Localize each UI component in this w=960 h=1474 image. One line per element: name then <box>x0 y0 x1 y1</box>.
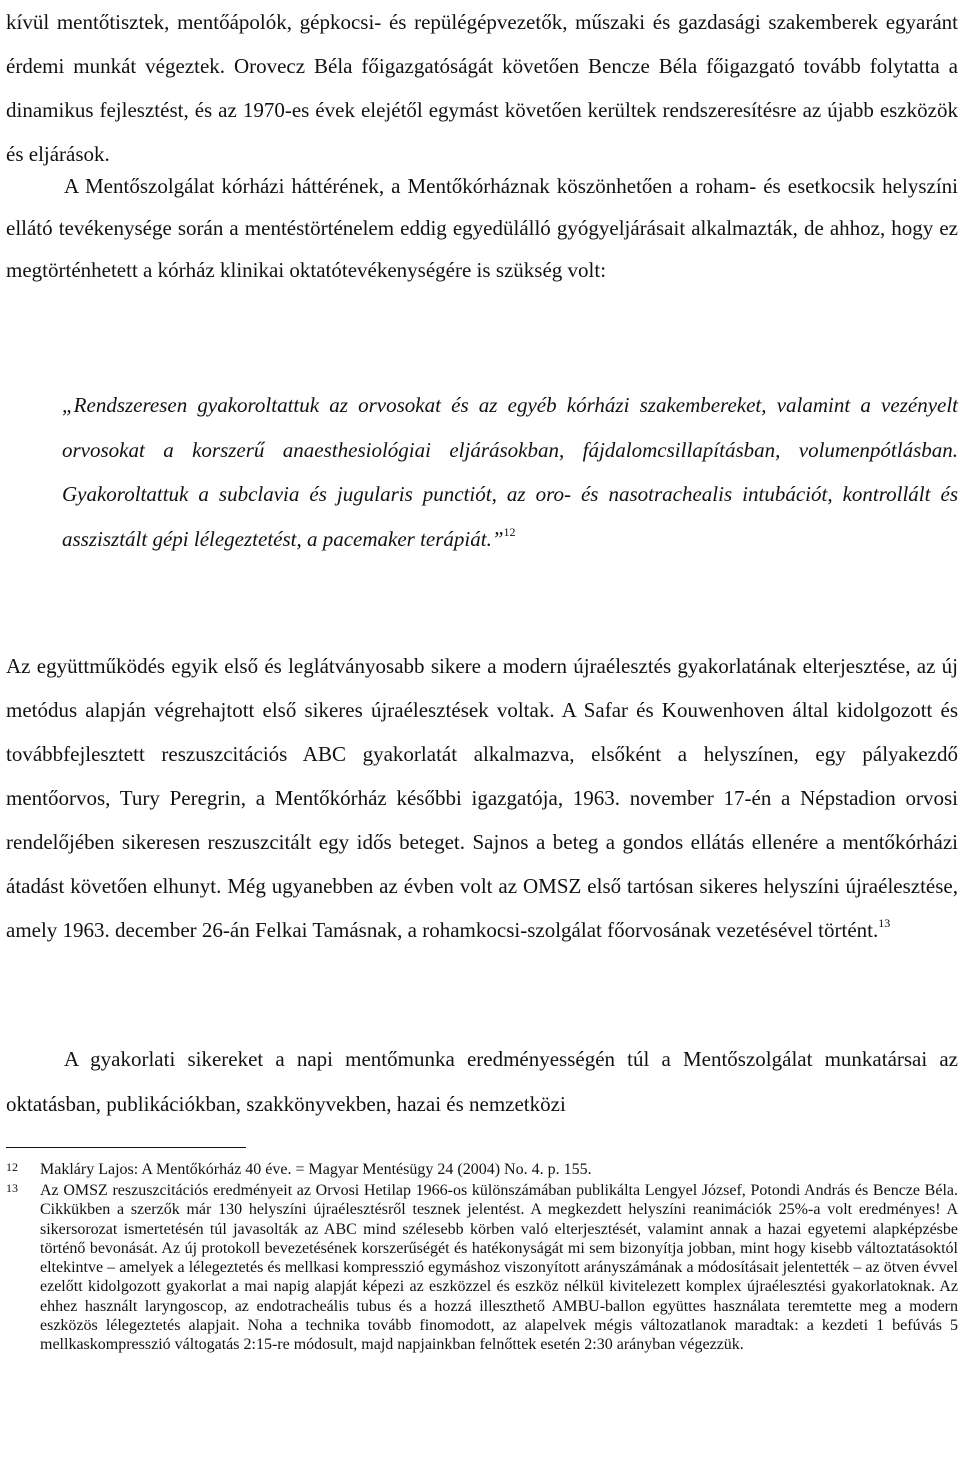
footnote-number: 12 <box>6 1160 18 1174</box>
footnote-ref-12[interactable]: 12 <box>503 524 516 539</box>
block-quote <box>62 383 958 561</box>
body-paragraph-3 <box>6 644 958 952</box>
footnote-separator <box>6 1147 246 1148</box>
body-paragraph-4: A gyakorlati sikereket a napi mentőmunka eredményességén túl a Mentőszolgálat munkatársai az oktatásban, publikációkban, szakkönyvekben, hazai és nemzetközi <box>6 1047 958 1116</box>
footnote-number: 13 <box>6 1181 18 1195</box>
footnote-12 <box>6 1160 958 1179</box>
footnote-text: Makláry Lajos: A Mentőkórház 40 éve. = Magyar Mentésügy 24 (2004) No. 4. p. 155. <box>40 1161 592 1178</box>
footnote-ref-13[interactable]: 13 <box>878 916 891 930</box>
body-paragraph-3-text: Az együttműködés egyik első és leglátványosabb sikere a modern újraélesztés gyakorlatának elterjesztése, az új metódus alapján végrehajtott első sikeres újraélesztések voltak. A Safar és Kouwenhoven által kidolgozott és továbbfejlesztett reszuszcitációs ABC gyakorlatát alkalmazva, elsőként a helyszínen, egy pályakezdő mentőorvos, Tury Peregrin, a Mentőkórház későbbi igazgatója, 1963. november 17-én a Népstadion orvosi rendelőjében sikeresen reszuszcitált egy idős beteget. Sajnos a beteg a gondos ellátás ellenére a mentőkórházi átadást követően elhunyt. Még ugyanebben az évben volt az OMSZ első tartósan sikeres helyszíni újraélesztése, amely 1963. december 26-án Felkai Tamásnak, a rohamkocsi-szolgálat főorvosának vezetésével történt. <box>6 654 958 942</box>
block-quote-text: „Rendszeresen gyakoroltattuk az orvosokat és az egyéb kórházi szakembereket, valamint a vezényelt orvosokat a korszerű anaesthesiológiai eljárásokban, fájdalomcsillapításban, volumenpótlásban. Gyakoroltattuk a subclavia és jugularis punctiót, az oro- és nasotrachealis intubációt, kontrollált és asszisztált gépi lélegeztetést, a pacemaker terápiát.” <box>62 393 958 551</box>
body-paragraph-2: A Mentőszolgálat kórházi háttérének, a Mentőkórháznak köszönhetően a roham- és esetkocsik helyszíni ellátó tevékenysége során a mentéstörténelem eddig egyedülálló gyógyeljárásait alkalmazták, de ahhoz, hogy ez megtörténhetett a kórház klinikai oktatótevékenységére is szükség volt: <box>6 174 958 282</box>
footnote-13 <box>6 1181 958 1355</box>
body-paragraph-1: kívül mentőtisztek, mentőápolók, gépkocsi- és repülégépvezetők, műszaki és gazdasági szakemberek egyaránt érdemi munkát végeztek. Orovecz Béla főigazgatóságát követően Bencze Béla főigazgató tovább folytatta a dinamikus fejlesztést, és az 1970-es évek elejétől egymást követően kerültek rendszeresítésre az újabb eszközök és eljárások. <box>6 10 958 166</box>
footnote-text: Az OMSZ reszuszcitációs eredményeit az Orvosi Hetilap 1966-os különszámában publikálta Lengyel József, Potondi András és Bencze Béla. Cikkükben a szerzők már 130 helyszíni újraélesztésről tesznek jelentést. A megkezdett helyszíni reanimációk 25%-a volt eredményes! A sikersorozat ismertetésén túl javasolták az ABC mind szélesebb körben való elterjesztését, valamint annak a hazai egyetemi alapképzésbe történő bevonását. Az új protokoll bevezetésének korszerűségét és hatékonyságát mi sem bizonyítja jobban, mint hogy kisebb változtatásoktól eltekintve – amelyek a lélegeztetés és mellkasi kompresszió egymáshoz viszonyított arányszámának a módosításait jelentették – az ötven évvel ezelőtt kidolgozott gyakorlat a mai napig alapját képezi az eszközzel és eszköz nélkül kivitelezett komplex újraélesztési gyakorlatoknak. Az ehhez használt laryngoscop, az endotracheális tubus és a hozzá illeszthető AMBU-ballon együttes használata teremtette meg a modern eszközös lélegeztetés alapjait. Noha a technika tovább finomodott, az alapelvek mégis változatlanok maradtak: a kezdeti 1 befúvás 5 mellkaskompresszió váltogatás 2:15-re módosult, majd napjainkban felnőttek esetén 2:30 arányban végezzük. <box>40 1182 958 1354</box>
